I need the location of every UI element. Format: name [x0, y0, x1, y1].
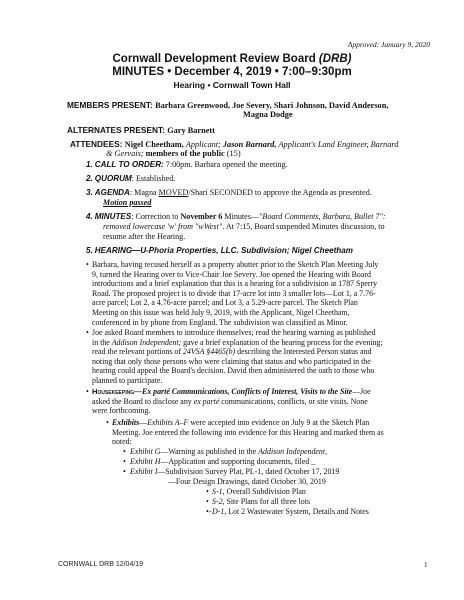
footer-text: CORNWALL DRB 12/04/19 [58, 561, 144, 568]
exhibit-g: • Exhibit G—Warning as published in the Addison Independent, [123, 447, 328, 456]
item-minutes-l3: resume after the Hearing. [103, 232, 186, 241]
meeting-location: Hearing • Cornwall Town Hall [173, 80, 291, 90]
motion-passed: Motion passed [103, 198, 152, 207]
attendees: ATTENDEES: Nigel Cheetham, Applicant; Jason Barnard, Applicant's Land Engineer, Barnard [70, 139, 399, 149]
drawing-d1: •- D-1, Lot 2 Wastewater System, Details and Notes [206, 507, 369, 516]
exhibit-design-drawings: —Four Design Drawings, dated October 30, 2019 [168, 477, 326, 486]
item-minutes-l2: removed lowercase 'w' from "wWest". At 7:15, Board suspended Minutes discussion, to [103, 222, 385, 231]
exhibit-h: • Exhibit H—Application and supporting documents, filed _ [123, 457, 316, 466]
minutes-title: MINUTES • December 4, 2019 • 7:00–9:30pm [112, 66, 352, 78]
hearing-bullet-housekeeping: • Housekeeping—Ex parté Communications, Conflicts of Interest, Visits to the Site—Joe asked the Board to disclose any ex parté communications, conflicts, or site visits. None were forthcoming. [86, 387, 371, 416]
board-title: Cornwall Development Review Board (DRB) [112, 53, 352, 65]
exhibits-block: • Exhibits—Exhibits A–F were accepted into evidence on July 9 at the Sketch Plan Meeting. Joe entered the following into evidence for this Hearing and marked them as noted: [106, 418, 384, 447]
approval-date: Approved: January 9, 2020 [347, 40, 430, 49]
attendees-cont: & Gervais; members of the public (15) [106, 149, 241, 158]
item-quorum: 2. QUORUM: Established. [86, 174, 176, 183]
item-hearing: 5. HEARING—U-Phoria Properties, LLC. Subdivision; Nigel Cheetham [86, 246, 353, 255]
drawing-s1: • S-1, Overall Subdivision Plan [206, 487, 306, 496]
item-minutes: 4. MINUTES: Correction to November 6 Minutes—"Board Comments, Barbara, Bullet 7": [86, 212, 386, 221]
alternates-present: ALTERNATES PRESENT: Gary Barnett [67, 125, 215, 135]
item-agenda: 3. AGENDA: Magna MOVED/Shari SECONDED to approve the Agenda as presented. [86, 188, 372, 197]
page-number: 1 [424, 561, 428, 569]
drawing-s2: • S-2, Site Plans for all three lots [206, 497, 310, 506]
members-present: MEMBERS PRESENT: Barbara Greenwood, Joe Severy, Shari Johnson, David Anderson, [67, 100, 389, 110]
members-present-cont: Magna Dodge [243, 110, 293, 119]
item-call-to-order: 1. CALL TO ORDER: 7:00pm. Barbara opened the meeting. [86, 160, 288, 169]
hearing-bullet-recusal: • Barbara, having recused herself as a property abutter prior to the Sketch Plan Meeting July 9, turned the Hearing over to Vice-Chair Joe Severy. Joe opened the Hearing with Board introductions and a brief explanation that this is a hearing for a subdivision at 1787 Sperry Road. The proposed project is to divide that 17-acre lot into 3 smaller lots—Lot 1, a 7.76- acre parcel; Lot 2, a 4.76-acre parcel; and Lot 3, a 5.29-acre parcel. The Sketch Plan Meeting on this issue was held July 9, 2019, with the Applicant, Nigel Cheetham, conferenced in by phone from England. The subdivision was classified as Minor. [86, 260, 379, 327]
exhibit-i: • Exhibit I—Subdivision Survey Plat, PL-1, dated October 17, 2019 [123, 467, 340, 476]
hearing-bullet-introductions: • Joe asked Board members to introduce themselves; read the hearing warning as published in the Addison Independent; gave a brief explanation of the hearing process for the evening; read the relevant portions of 24VSA §4465(b) describing the Interested Person status and noting that only those persons who were claiming that status and who participated in the hearing could appeal the Board's decision. David then administered the oath to those who planned to participate. [86, 328, 383, 385]
